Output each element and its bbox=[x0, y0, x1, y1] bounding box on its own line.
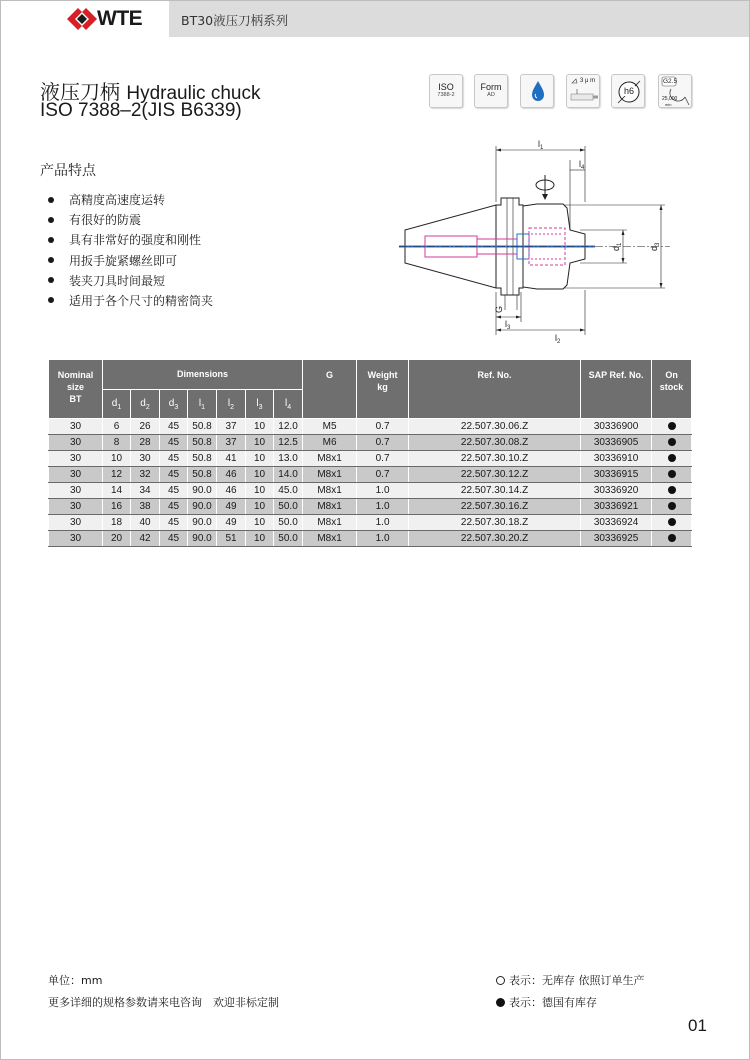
cell-g: M6 bbox=[303, 435, 357, 451]
cell-l1: 90.0 bbox=[188, 499, 217, 515]
in-stock-icon bbox=[668, 502, 676, 510]
bullet-icon bbox=[48, 297, 54, 303]
legend-no-stock: 表示：无库存 依照订单生产 bbox=[496, 972, 645, 988]
cell-l2: 49 bbox=[217, 515, 246, 531]
header-g: G bbox=[303, 360, 357, 419]
cell-l2: 41 bbox=[217, 451, 246, 467]
runout-icon bbox=[566, 74, 600, 108]
iso-standard-icon bbox=[429, 74, 463, 108]
form-value: AD bbox=[487, 92, 495, 98]
header-d3: $d_3$ bbox=[160, 390, 188, 419]
cell-l1: 90.0 bbox=[188, 531, 217, 547]
cell-d1: 14 bbox=[103, 483, 131, 499]
cell-bt: 30 bbox=[49, 483, 103, 499]
cell-ref: 22.507.30.14.Z bbox=[409, 483, 581, 499]
cell-d1: 20 bbox=[103, 531, 131, 547]
cell-ref: 22.507.30.08.Z bbox=[409, 435, 581, 451]
cell-d3: 45 bbox=[160, 451, 188, 467]
legend-in-stock: 表示：德国有库存 bbox=[496, 994, 597, 1010]
cell-l4: 12.0 bbox=[274, 419, 303, 435]
cell-l1: 50.8 bbox=[188, 435, 217, 451]
cell-d3: 45 bbox=[160, 419, 188, 435]
cell-l1: 50.8 bbox=[188, 419, 217, 435]
header-sap-ref-no: SAP Ref. No. bbox=[581, 360, 652, 419]
cell-l3: 10 bbox=[246, 531, 274, 547]
form-label: Form bbox=[480, 82, 502, 92]
header-bar bbox=[1, 1, 749, 37]
iso-number: 7388-2 bbox=[437, 92, 455, 98]
cell-ref: 22.507.30.18.Z bbox=[409, 515, 581, 531]
cell-sap: 30336910 bbox=[581, 451, 652, 467]
cell-weight: 0.7 bbox=[357, 451, 409, 467]
cell-bt: 30 bbox=[49, 515, 103, 531]
open-circle-icon bbox=[496, 976, 505, 985]
cell-l3: 10 bbox=[246, 451, 274, 467]
table-row bbox=[49, 531, 692, 547]
cell-weight: 1.0 bbox=[357, 515, 409, 531]
cell-d1: 18 bbox=[103, 515, 131, 531]
cell-sap: 30336915 bbox=[581, 467, 652, 483]
cell-ref: 22.507.30.06.Z bbox=[409, 419, 581, 435]
bullet-icon bbox=[48, 257, 54, 263]
svg-text:G: G bbox=[494, 305, 504, 313]
cell-g: M5 bbox=[303, 419, 357, 435]
cell-l4: 50.0 bbox=[274, 531, 303, 547]
contact-note: 更多详细的规格参数请来电咨询 欢迎非标定制 bbox=[48, 996, 279, 1009]
cell-l3: 10 bbox=[246, 435, 274, 451]
cell-d1: 16 bbox=[103, 499, 131, 515]
balance-grade: G2.5 bbox=[663, 78, 678, 85]
cell-bt: 30 bbox=[49, 467, 103, 483]
cell-l3: 10 bbox=[246, 419, 274, 435]
in-stock-icon bbox=[668, 518, 676, 526]
runout-value: 3 μ m bbox=[580, 78, 596, 84]
cell-l2: 37 bbox=[217, 419, 246, 435]
in-stock-icon bbox=[668, 534, 676, 542]
header-nominal-size: Nominal size BT bbox=[49, 360, 103, 419]
cell-sap: 30336924 bbox=[581, 515, 652, 531]
balance-grade-icon bbox=[658, 74, 692, 108]
cell-l3: 10 bbox=[246, 499, 274, 515]
bullet-icon bbox=[48, 277, 54, 283]
cell-stock bbox=[652, 483, 692, 499]
product-standard: ISO 7388–2(JIS B6339) bbox=[40, 100, 242, 121]
table-row bbox=[49, 467, 692, 483]
cell-d1: 6 bbox=[103, 419, 131, 435]
feature-item: 适用于各个尺寸的精密筒夹 bbox=[48, 291, 213, 311]
cell-l3: 10 bbox=[246, 515, 274, 531]
bullet-icon bbox=[48, 217, 54, 223]
cell-l4: 50.0 bbox=[274, 515, 303, 531]
cell-sap: 30336905 bbox=[581, 435, 652, 451]
cell-stock bbox=[652, 419, 692, 435]
cell-bt: 30 bbox=[49, 531, 103, 547]
cell-d3: 45 bbox=[160, 483, 188, 499]
cell-d1: 10 bbox=[103, 451, 131, 467]
header-dimensions: Dimensions bbox=[103, 360, 303, 390]
cell-l1: 50.8 bbox=[188, 451, 217, 467]
cell-ref: 22.507.30.16.Z bbox=[409, 499, 581, 515]
cell-l1: 50.8 bbox=[188, 467, 217, 483]
cell-g: M8x1 bbox=[303, 467, 357, 483]
cell-d2: 42 bbox=[131, 531, 160, 547]
cell-d2: 32 bbox=[131, 467, 160, 483]
cell-bt: 30 bbox=[49, 499, 103, 515]
features-heading: 产品特点 bbox=[40, 163, 96, 179]
cell-sap: 30336921 bbox=[581, 499, 652, 515]
brand-name: WTE bbox=[97, 7, 143, 30]
header-l3: $l_3$ bbox=[246, 390, 274, 419]
unit-note: 单位：mm bbox=[48, 974, 103, 987]
wte-logo-icon bbox=[67, 8, 97, 30]
svg-text:l2: $l_2$ bbox=[555, 333, 561, 345]
cell-stock bbox=[652, 515, 692, 531]
feature-item: 有很好的防震 bbox=[48, 210, 213, 230]
cell-l2: 51 bbox=[217, 531, 246, 547]
header-l1: $l_1$ bbox=[188, 390, 217, 419]
feature-item: 装夹刀具时间最短 bbox=[48, 271, 213, 291]
product-title-zh: 液压刀柄 bbox=[40, 80, 120, 104]
cell-weight: 1.0 bbox=[357, 499, 409, 515]
in-stock-icon bbox=[668, 438, 676, 446]
spec-table bbox=[48, 359, 692, 547]
svg-text:d3: $d_3$ bbox=[649, 242, 661, 251]
svg-text:l3: $l_3$ bbox=[505, 319, 511, 331]
feature-item: 用扳手旋紧螺丝即可 bbox=[48, 251, 213, 271]
coolant-drop-icon bbox=[520, 74, 554, 108]
cell-sap: 30336900 bbox=[581, 419, 652, 435]
table-row bbox=[49, 483, 692, 499]
cell-d2: 38 bbox=[131, 499, 160, 515]
features-list bbox=[48, 190, 213, 311]
cell-l1: 90.0 bbox=[188, 483, 217, 499]
cell-g: M8x1 bbox=[303, 483, 357, 499]
cell-stock bbox=[652, 499, 692, 515]
cell-d3: 45 bbox=[160, 499, 188, 515]
page-number: 01 bbox=[688, 1016, 707, 1035]
header-d1: $d_1$ bbox=[103, 390, 131, 419]
feature-item: 具有非常好的强度和刚性 bbox=[48, 230, 213, 250]
cell-bt: 30 bbox=[49, 451, 103, 467]
balance-unit: min bbox=[665, 102, 672, 107]
cell-weight: 0.7 bbox=[357, 467, 409, 483]
cell-l3: 10 bbox=[246, 467, 274, 483]
cell-g: M8x1 bbox=[303, 515, 357, 531]
form-icon bbox=[474, 74, 508, 108]
svg-text:l1: $l_1$ bbox=[538, 139, 544, 151]
cell-stock bbox=[652, 451, 692, 467]
cell-stock bbox=[652, 435, 692, 451]
cell-weight: 1.0 bbox=[357, 531, 409, 547]
in-stock-icon bbox=[668, 454, 676, 462]
cell-d3: 45 bbox=[160, 435, 188, 451]
cell-l4: 14.0 bbox=[274, 467, 303, 483]
cell-sap: 30336920 bbox=[581, 483, 652, 499]
cell-bt: 30 bbox=[49, 435, 103, 451]
svg-text:d1: $d_1$ bbox=[611, 242, 623, 251]
series-title: BT30液压刀柄系列 bbox=[181, 13, 289, 28]
in-stock-icon bbox=[668, 470, 676, 478]
cell-weight: 0.7 bbox=[357, 419, 409, 435]
bullet-icon bbox=[48, 237, 54, 243]
cell-l2: 37 bbox=[217, 435, 246, 451]
cell-d2: 34 bbox=[131, 483, 160, 499]
header-d2: $d_2$ bbox=[131, 390, 160, 419]
product-title-en: Hydraulic chuck bbox=[126, 83, 261, 104]
tolerance-h6-icon bbox=[611, 74, 645, 108]
cell-l1: 90.0 bbox=[188, 515, 217, 531]
cell-bt: 30 bbox=[49, 419, 103, 435]
cell-l4: 12.5 bbox=[274, 435, 303, 451]
cell-d3: 45 bbox=[160, 531, 188, 547]
table-row bbox=[49, 419, 692, 435]
balance-rpm: 25,000 bbox=[662, 96, 678, 102]
cell-l4: 50.0 bbox=[274, 499, 303, 515]
tolerance-value: h6 bbox=[624, 86, 635, 96]
table-body bbox=[49, 419, 692, 547]
cell-d1: 12 bbox=[103, 467, 131, 483]
filled-circle-icon bbox=[496, 998, 505, 1007]
cell-stock bbox=[652, 467, 692, 483]
brand-logo bbox=[1, 1, 169, 37]
svg-text:l4: $l_4$ bbox=[579, 159, 585, 171]
cell-l3: 10 bbox=[246, 483, 274, 499]
header-ref-no: Ref. No. bbox=[409, 360, 581, 419]
cell-d3: 45 bbox=[160, 515, 188, 531]
header-on-stock: On stock bbox=[652, 360, 692, 419]
table-row bbox=[49, 435, 692, 451]
in-stock-icon bbox=[668, 486, 676, 494]
cell-stock bbox=[652, 531, 692, 547]
table-row bbox=[49, 515, 692, 531]
cell-l2: 46 bbox=[217, 483, 246, 499]
iso-label: ISO bbox=[438, 82, 454, 92]
cell-l4: 13.0 bbox=[274, 451, 303, 467]
table-row bbox=[49, 451, 692, 467]
cell-d1: 8 bbox=[103, 435, 131, 451]
cell-g: M8x1 bbox=[303, 531, 357, 547]
cell-weight: 0.7 bbox=[357, 435, 409, 451]
cell-ref: 22.507.30.12.Z bbox=[409, 467, 581, 483]
cell-l2: 49 bbox=[217, 499, 246, 515]
cell-l4: 45.0 bbox=[274, 483, 303, 499]
cell-g: M8x1 bbox=[303, 451, 357, 467]
cell-l2: 46 bbox=[217, 467, 246, 483]
header-l4: $l_4$ bbox=[274, 390, 303, 419]
cell-ref: 22.507.30.20.Z bbox=[409, 531, 581, 547]
header-l2: $l_2$ bbox=[217, 390, 246, 419]
cell-d3: 45 bbox=[160, 467, 188, 483]
cell-ref: 22.507.30.10.Z bbox=[409, 451, 581, 467]
cell-weight: 1.0 bbox=[357, 483, 409, 499]
bullet-icon bbox=[48, 197, 54, 203]
in-stock-icon bbox=[668, 422, 676, 430]
cell-sap: 30336925 bbox=[581, 531, 652, 547]
cell-d2: 28 bbox=[131, 435, 160, 451]
table-row bbox=[49, 499, 692, 515]
cell-g: M8x1 bbox=[303, 499, 357, 515]
technical-drawing bbox=[395, 130, 675, 350]
feature-item: 高精度高速度运转 bbox=[48, 190, 213, 210]
cell-d2: 30 bbox=[131, 451, 160, 467]
header-weight: Weight kg bbox=[357, 360, 409, 419]
cell-d2: 40 bbox=[131, 515, 160, 531]
cell-d2: 26 bbox=[131, 419, 160, 435]
